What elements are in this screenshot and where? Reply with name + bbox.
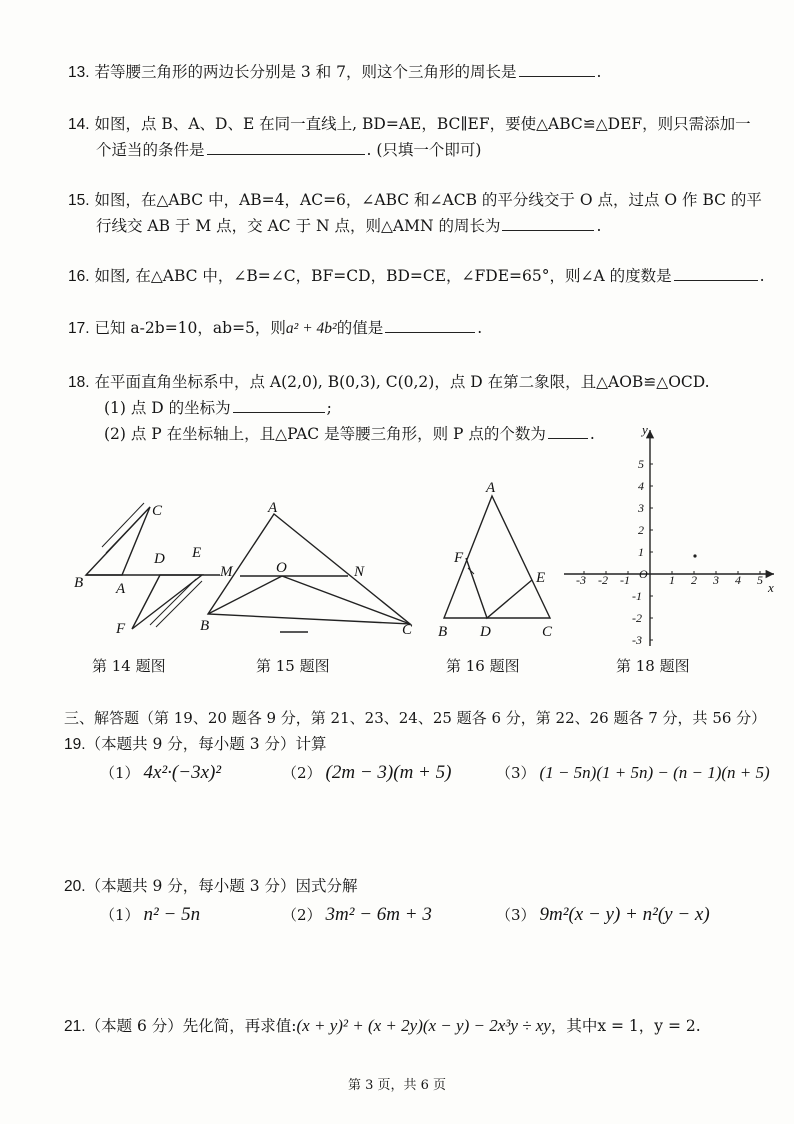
- figure-18: [560, 422, 782, 652]
- label-A: A: [268, 500, 278, 516]
- punctuation: ;: [326, 399, 332, 417]
- item-label: （1）: [100, 906, 140, 924]
- question-18-sub2: [104, 424, 595, 444]
- q20-item-3: [496, 904, 710, 926]
- question-19: [64, 734, 327, 755]
- question-number: 15.: [68, 192, 90, 209]
- figure-15-caption: 第 15 题图: [256, 657, 330, 675]
- label-F: F: [454, 550, 464, 566]
- question-text: 如图, 在△ABC 中，∠B=∠C，BF=CD，BD=CE，∠FDE=65°，则∠A 的度数是: [94, 267, 672, 285]
- page-footer: 第 3 页，共 6 页: [347, 1078, 447, 1093]
- question-text: 如图，在△ABC 中，AB=4，AC=6，∠ABC 和∠ACB 的平分线交于 O 点，过点 O 作 BC 的平: [94, 191, 762, 209]
- q19-item-3: [496, 762, 770, 783]
- point-dot: [693, 554, 696, 557]
- item-label: （3）: [496, 764, 536, 782]
- math-expression: (2m − 3)(m + 5): [325, 762, 452, 783]
- section-3-header: 三、解答题（第 19、20 题各 9 分，第 21、23、24、25 题各 6 分，第 22、26 题各 7 分，共 56 分）: [64, 709, 767, 727]
- label-N: N: [354, 564, 365, 580]
- question-20: [64, 876, 358, 897]
- punctuation: .: [596, 63, 602, 81]
- math-expression: a² + 4b²: [285, 320, 337, 337]
- item-label: （1）: [100, 764, 140, 782]
- label-O: O: [276, 560, 287, 576]
- y-tick-label: -1: [632, 589, 642, 603]
- item-label: （2）: [282, 906, 322, 924]
- x-tick-label: 2: [691, 573, 697, 587]
- label-B: B: [438, 624, 448, 640]
- x-tick-label: -3: [576, 573, 586, 587]
- label-F: F: [116, 621, 126, 637]
- y-tick-label: 1: [638, 545, 644, 559]
- math-expression: (x + y)² + (x + 2y)(x − y) − 2x³y ÷ xy: [296, 1016, 551, 1035]
- question-number: 16.: [68, 268, 90, 285]
- question-text: 在平面直角坐标系中，点 A(2,0), B(0,3), C(0,2)，点 D 在第二象限，且△AOB≌△OCD.: [94, 373, 710, 391]
- x-axis-label: x: [768, 580, 774, 595]
- question-text: 个适当的条件是: [96, 141, 205, 159]
- question-14: [68, 114, 751, 135]
- figure-18-caption: 第 18 题图: [616, 657, 690, 675]
- question-text: （本题 6 分）先化简，再求值:: [85, 1017, 297, 1035]
- y-tick-label: -2: [632, 611, 642, 625]
- punctuation: .: [596, 217, 602, 235]
- punctuation: .: [477, 319, 483, 337]
- question-number: 14.: [68, 116, 90, 133]
- math-expression: 9m²(x − y) + n²(y − x): [539, 904, 710, 925]
- question-18: [68, 372, 710, 393]
- question-16: [68, 266, 765, 287]
- label-E: E: [536, 570, 546, 586]
- q19-item-2: [282, 762, 451, 784]
- y-axis-label: y: [642, 422, 648, 437]
- math-expression: 4x²·(−3x)²: [143, 762, 222, 783]
- answer-blank[interactable]: [207, 140, 365, 155]
- question-text: 如图，点 B、A、D、E 在同一直线上, BD=AE，BC∥EF，要使△ABC≌△DEF，则只需添加一: [94, 115, 751, 133]
- question-13: [68, 62, 601, 83]
- question-number: 19.: [64, 736, 86, 753]
- answer-blank[interactable]: [385, 318, 475, 333]
- y-tick-label: 4: [638, 479, 644, 493]
- question-condition: ，其中x = 1，y = 2.: [550, 1017, 701, 1035]
- figure-14-caption: 第 14 题图: [92, 657, 166, 675]
- question-title: （本题共 9 分，每小题 3 分）计算: [85, 735, 327, 753]
- question-text: (1) 点 D 的坐标为: [104, 399, 231, 417]
- math-expression: n² − 5n: [143, 904, 201, 925]
- q20-item-2: [282, 904, 432, 926]
- answer-blank[interactable]: [674, 266, 758, 281]
- x-tick-label: -1: [620, 573, 630, 587]
- question-text: (2) 点 P 在坐标轴上，且△PAC 是等腰三角形，则 P 点的个数为: [104, 425, 546, 443]
- q19-item-1: [100, 762, 221, 784]
- y-tick-label: 3: [638, 501, 644, 515]
- question-text: 已知 a-2b=10，ab=5，则: [94, 319, 286, 337]
- question-number: 17.: [68, 320, 90, 337]
- question-title: （本题共 9 分，每小题 3 分）因式分解: [85, 877, 358, 895]
- label-A: A: [116, 581, 126, 597]
- label-E: E: [192, 545, 202, 561]
- answer-blank[interactable]: [502, 216, 594, 231]
- label-A: A: [486, 480, 496, 496]
- y-tick-label: -3: [632, 633, 642, 647]
- figure-16-caption: 第 16 题图: [446, 657, 520, 675]
- y-tick-label: 2: [638, 523, 644, 537]
- question-text: 若等腰三角形的两边长分别是 3 和 7，则这个三角形的周长是: [94, 63, 517, 81]
- question-18-sub1: [104, 398, 332, 418]
- label-B: B: [200, 618, 210, 634]
- question-17: [68, 318, 482, 339]
- figure-15: [196, 500, 426, 640]
- punctuation: .: [759, 267, 765, 285]
- x-tick-label: 5: [757, 573, 763, 587]
- label-C: C: [542, 624, 553, 640]
- question-number: 18.: [68, 374, 90, 391]
- x-tick-label: 1: [669, 573, 675, 587]
- label-D: D: [480, 624, 491, 640]
- origin-label: O: [639, 567, 648, 581]
- x-tick-label: 3: [713, 573, 719, 587]
- label-C: C: [402, 622, 413, 638]
- question-number: 21.: [64, 1018, 86, 1035]
- question-15: [68, 190, 762, 211]
- question-15-line2: [96, 216, 601, 236]
- x-tick-label: -2: [598, 573, 608, 587]
- item-label: （2）: [282, 764, 322, 782]
- math-expression: (1 − 5n)(1 + 5n) − (n − 1)(n + 5): [539, 763, 770, 782]
- math-expression: 3m² − 6m + 3: [325, 904, 432, 925]
- question-text: 行线交 AB 于 M 点，交 AC 于 N 点，则△AMN 的周长为: [96, 217, 501, 235]
- x-tick-label: 4: [735, 573, 741, 587]
- label-D: D: [154, 551, 165, 567]
- punctuation: .: [589, 425, 595, 443]
- y-tick-label: 5: [638, 457, 644, 471]
- question-number: 13.: [68, 64, 90, 81]
- question-text: 的值是: [336, 319, 384, 337]
- answer-blank[interactable]: [233, 398, 325, 413]
- question-text: . (只填一个即可): [366, 141, 482, 159]
- answer-blank[interactable]: [519, 62, 595, 77]
- question-21: [64, 1016, 701, 1037]
- label-M: M: [220, 564, 233, 580]
- q20-item-1: [100, 904, 200, 926]
- question-14-line2: [96, 140, 481, 160]
- question-number: 20.: [64, 878, 86, 895]
- label-C: C: [152, 503, 163, 519]
- label-B: B: [74, 575, 84, 591]
- figure-16: [432, 478, 562, 640]
- item-label: （3）: [496, 906, 536, 924]
